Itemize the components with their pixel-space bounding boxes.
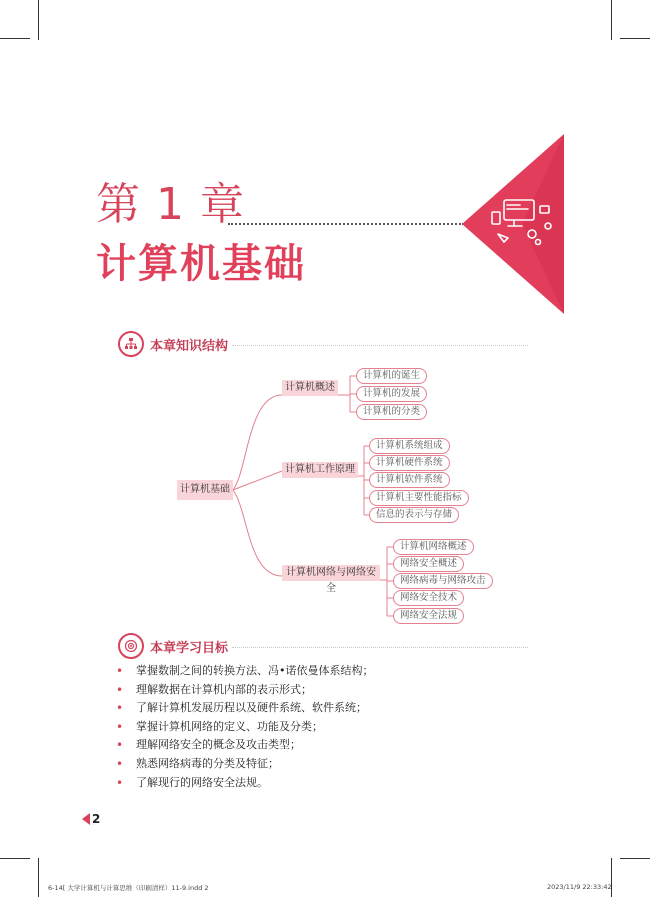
- goals-section-heading: [118, 633, 228, 659]
- goal-item: • 理解数据在计算机内部的表示形式；: [116, 681, 374, 700]
- footer-timestamp: 2023/11/9 22:33:42: [547, 883, 612, 891]
- goal-item: • 了解现行的网络安全法规。: [116, 774, 374, 793]
- goals-section-title: 本章学习目标: [150, 640, 229, 656]
- mindmap-leaf: 网络病毒与网络攻击: [393, 573, 493, 589]
- mindmap-branch: 计算机概述: [282, 380, 338, 396]
- mindmap-leaf: 计算机的发展: [356, 386, 427, 402]
- page-number: 2: [92, 812, 101, 826]
- goal-item: • 掌握计算机网络的定义、功能及分类；: [116, 718, 374, 737]
- mindmap-leaf: 计算机的分类: [356, 404, 427, 420]
- mindmap-root: 计算机基础: [177, 480, 233, 500]
- goal-item: • 理解网络安全的概念及攻击类型；: [116, 736, 374, 755]
- section-rule: [232, 647, 528, 648]
- mindmap-leaf: 计算机的诞生: [356, 368, 427, 384]
- mindmap-branch: 计算机工作原理: [282, 462, 358, 478]
- chapter-number: 第 1 章: [96, 179, 245, 230]
- goal-item: • 掌握数制之间的转换方法、冯•诺依曼体系结构；: [116, 662, 374, 681]
- mindmap-leaf: 网络安全概述: [393, 556, 464, 572]
- mindmap-branch: 计算机网络与网络安全: [282, 565, 380, 581]
- mindmap-leaf: 计算机硬件系统: [369, 455, 450, 471]
- mindmap-leaf: 计算机系统组成: [369, 438, 450, 454]
- mindmap-leaf: 网络安全技术: [393, 590, 464, 606]
- mindmap-leaf: 计算机主要性能指标: [369, 490, 469, 506]
- structure-section-title: 本章知识结构: [150, 338, 229, 354]
- page-marker-icon: [82, 813, 90, 825]
- mindmap-leaf: 网络安全法规: [393, 608, 464, 624]
- mindmap-leaf: 信息的表示与存储: [369, 507, 459, 523]
- goal-item: • 熟悉网络病毒的分类及特征；: [116, 755, 374, 774]
- mindmap-leaf: 计算机软件系统: [369, 472, 450, 488]
- mindmap-leaf: 计算机网络概述: [393, 539, 474, 555]
- goal-item: • 了解计算机发展历程以及硬件系统、软件系统；: [116, 699, 374, 718]
- chapter-title: 计算机基础: [96, 241, 306, 287]
- footer-file-label: 6-14[ 大学计算机与计算思维（印刷清样）11-9.indd 2: [48, 884, 209, 892]
- target-icon: [118, 633, 144, 659]
- goals-list: [116, 662, 374, 792]
